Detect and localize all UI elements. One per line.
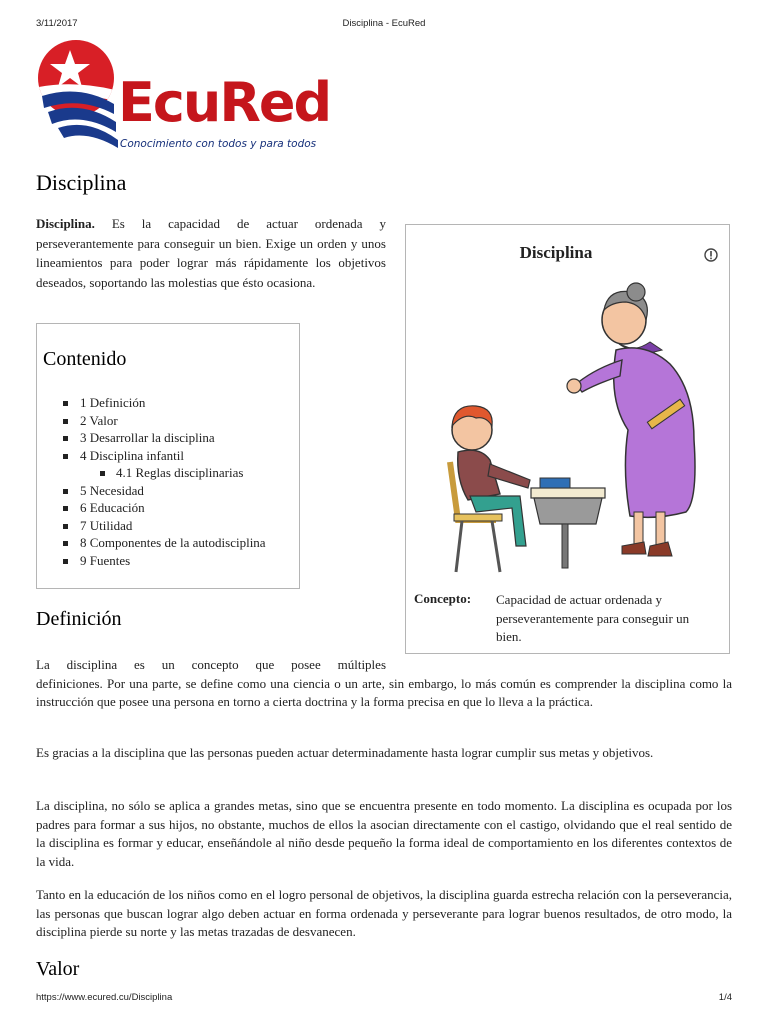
print-page-number: 1/4 (718, 992, 732, 1003)
teacher-scolding-child-illustration (436, 280, 706, 580)
infobox-concepto-label: Concepto: (414, 591, 472, 606)
toc-item-fuentes[interactable]: 9 Fuentes (63, 552, 266, 570)
section-heading-definicion: Definición (36, 608, 122, 630)
table-of-contents (36, 323, 300, 589)
page-title: Disciplina (36, 170, 127, 195)
infobox-title: Disciplina (519, 243, 593, 262)
print-footer (0, 992, 768, 1006)
toc-title: Contenido (43, 348, 127, 370)
infobox-concepto-value: Capacidad de actuar ordenada y perseverantemente para conseguir un bien. (496, 592, 690, 644)
definicion-paragraph-2: Es gracias a la disciplina que las personas pueden actuar determinadamente hasta lograr cumplir sus metas y objetivos. (36, 745, 654, 760)
definicion-p1-first-line: La disciplina es un concepto que posee múltiples (36, 657, 386, 672)
toc-item-componentes[interactable]: 8 Componentes de la autodisciplina (63, 534, 266, 552)
toc-item-utilidad[interactable]: 7 Utilidad (63, 517, 266, 535)
definicion-paragraph-1 (36, 656, 732, 712)
toc-item-necesidad[interactable]: 5 Necesidad (63, 482, 266, 500)
toc-list (63, 394, 266, 569)
intro-term: Disciplina. (36, 216, 95, 231)
toc-item-definicion[interactable]: 1 Definición (63, 394, 266, 412)
toc-item-desarrollar[interactable]: 3 Desarrollar la disciplina (63, 429, 266, 447)
toc-item-reglas[interactable]: 4.1 Reglas disciplinarias (63, 464, 266, 482)
toc-item-valor[interactable]: 2 Valor (63, 412, 266, 430)
definicion-p1-rest: definiciones. Por una parte, se define como una ciencia o un arte, sin embargo, lo más común es comprender la disciplina como la instrucción que posee una persona en torno a cierta doctrina y la forma precisa en que lo lleva a la práctica. (36, 675, 732, 709)
print-date: 3/11/2017 (36, 18, 78, 29)
logo-wordmark: EcuRed (118, 71, 331, 134)
section-heading-valor: Valor (36, 958, 80, 980)
print-title: Disciplina - EcuRed (342, 18, 426, 29)
intro-paragraph (36, 214, 386, 292)
definicion-paragraph-3: La disciplina, no sólo se aplica a grandes metas, sino que se encuentra presente en todo momento. La disciplina es ocupada por los padres para formar a sus hijos, no obstante, muchos de ellos la asocian directamente con el castigo, olvidando que el real sentido de la disciplina es formar y educar, enseñándole al niño desde pequeño la forma ideal de comportamiento en los diferentes contextos de la vida. (36, 798, 732, 869)
logo-tagline: Conocimiento con todos y para todos (120, 138, 317, 150)
infobox (405, 224, 730, 654)
ecured-logo[interactable] (36, 38, 336, 158)
toc-item-educacion[interactable]: 6 Educación (63, 499, 266, 517)
toc-item-disciplina-infantil[interactable]: 4 Disciplina infantil (63, 447, 266, 465)
print-header (0, 18, 768, 32)
info-circle-icon[interactable] (704, 248, 718, 262)
intro-text: Es la capacidad de actuar ordenada y perseverantemente para conseguir un bien. Exige un orden y unos lineamientos para poder lograr más rápidamente los objetivos deseados, soportando las molestias que ésto ocasiona. (36, 216, 386, 290)
print-url[interactable]: https://www.ecured.cu/Disciplina (36, 992, 173, 1003)
definicion-paragraph-4: Tanto en la educación de los niños como en el logro personal de objetivos, la disciplina guarda estrecha relación con la perseverancia, las personas que buscan lograr algo deben actuar en forma ordenada y perseverante para lograr buenos resultados, de otro modo, la disciplina pierde su norte y las metas trazadas de desvanecen. (36, 887, 732, 939)
